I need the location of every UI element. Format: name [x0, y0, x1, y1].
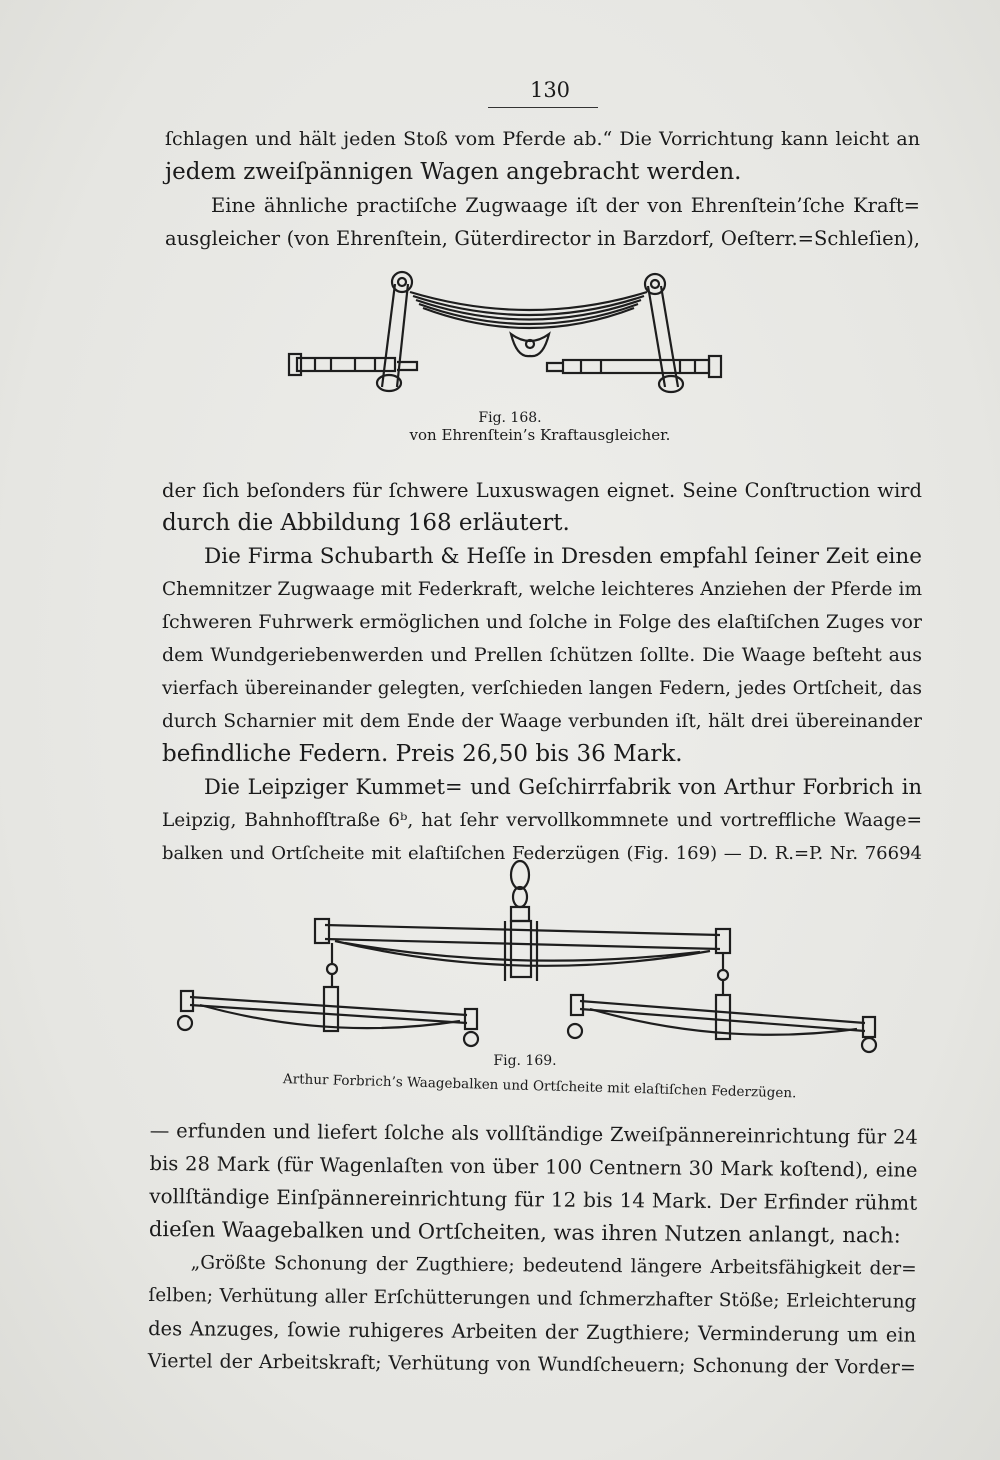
- text-line: ſchlagen und hält jeden Stoß vom Pferde ab.“ Die Vorrichtung kann leicht an: [165, 128, 920, 150]
- figure-168-illustration: [285, 262, 725, 402]
- text-line: der ſich beſonders für ſchwere Luxuswagen eignet. Seine Conſtruction wird: [162, 479, 922, 502]
- text-line: Chemnitzer Zugwaage mit Federkraft, welche leichteres Anziehen der Pferde im: [162, 579, 922, 600]
- figure-169-caption: Arthur Forbrich’s Waagebalken und Ortſcheite mit elaſtiſchen Federzügen.: [282, 1071, 797, 1102]
- text-line: vierfach übereinander gelegten, verſchieden langen Federn, jedes Ortſcheit, das: [162, 678, 922, 699]
- text-line: vollſtändige Einſpännereinrichtung für 12 bis 14 Mark. Der Erfinder rühmt: [149, 1183, 918, 1215]
- text-line: — erfunden und liefert ſolche als vollſtändige Zweiſpännereinrichtung für 24: [149, 1118, 918, 1149]
- text-line: ſelben; Verhütung aller Erſchütterungen und ſchmerzhafter Stöße; Erleichterung: [148, 1284, 917, 1313]
- text-line: Viertel der Arbeitskraft; Verhütung von Wundſcheuern; Schonung der Vorder=: [147, 1349, 916, 1379]
- text-line: durch Scharnier mit dem Ende der Waage verbunden iſt, hält drei übereinander: [162, 711, 922, 732]
- text-line: dieſen Waagebalken und Ortſcheiten, was ihren Nutzen anlangt, nach:: [148, 1216, 901, 1248]
- text-line: Die Firma Schubarth & Heſſe in Dresden empfahl ſeiner Zeit eine: [204, 544, 922, 569]
- text-block-top: [165, 123, 920, 255]
- figure-169-illustration: [175, 855, 895, 1065]
- text-line: bis 28 Mark (für Wagenlaſten von über 100 Centnern 30 Mark koſtend), eine: [149, 1151, 918, 1182]
- page-number-rule: [488, 107, 598, 108]
- text-line: Leipzig, Bahnhofſtraße 6ᵇ, hat ſehr vervollkommnete und vortreffliche Waage=: [162, 810, 922, 831]
- text-line: Die Leipziger Kummet= und Geſchirrfabrik von Arthur Forbrich in: [204, 775, 922, 799]
- figure-168-caption: von Ehrenſtein’s Kraftausgleicher.: [409, 426, 671, 444]
- text-line: ſchweren Fuhrwerk ermöglichen und ſolche in Folge des elaſtiſchen Zuges vor: [162, 611, 922, 633]
- text-line: „Größte Schonung der Zugthiere; bedeutend längere Arbeitsfähigkeit der=: [190, 1252, 917, 1280]
- text-line: durch die Abbildung 168 erläutert.: [162, 510, 570, 536]
- figure-169-label: Fig. 169.: [493, 1053, 557, 1069]
- text-line: befindliche Federn. Preis 26,50 bis 36 Mark.: [162, 741, 683, 767]
- text-line: jedem zweiſpännigen Wagen angebracht werden.: [165, 159, 742, 185]
- page-number: 130: [529, 78, 571, 102]
- text-block-bottom: [148, 1114, 918, 1385]
- text-line: ausgleicher (von Ehrenſtein, Güterdirector in Barzdorf, Oeſterr.=Schleſien),: [165, 227, 920, 250]
- text-block-middle: [162, 474, 922, 870]
- text-line: balken und Ortſcheite mit elaſtiſchen Federzügen (Fig. 169) — D. R.=P. Nr. 76694: [162, 843, 922, 864]
- figure-168-label: Fig. 168.: [478, 410, 542, 426]
- text-line: dem Wundgeriebenwerden und Prellen ſchützen ſollte. Die Waage beſteht aus: [162, 644, 922, 666]
- text-line: Eine ähnliche practiſche Zugwaage iſt der von Ehrenſtein’ſche Kraft=: [211, 194, 920, 217]
- text-line: des Anzuges, ſowie ruhigeres Arbeiten der Zugthiere; Verminderung um ein: [148, 1316, 917, 1347]
